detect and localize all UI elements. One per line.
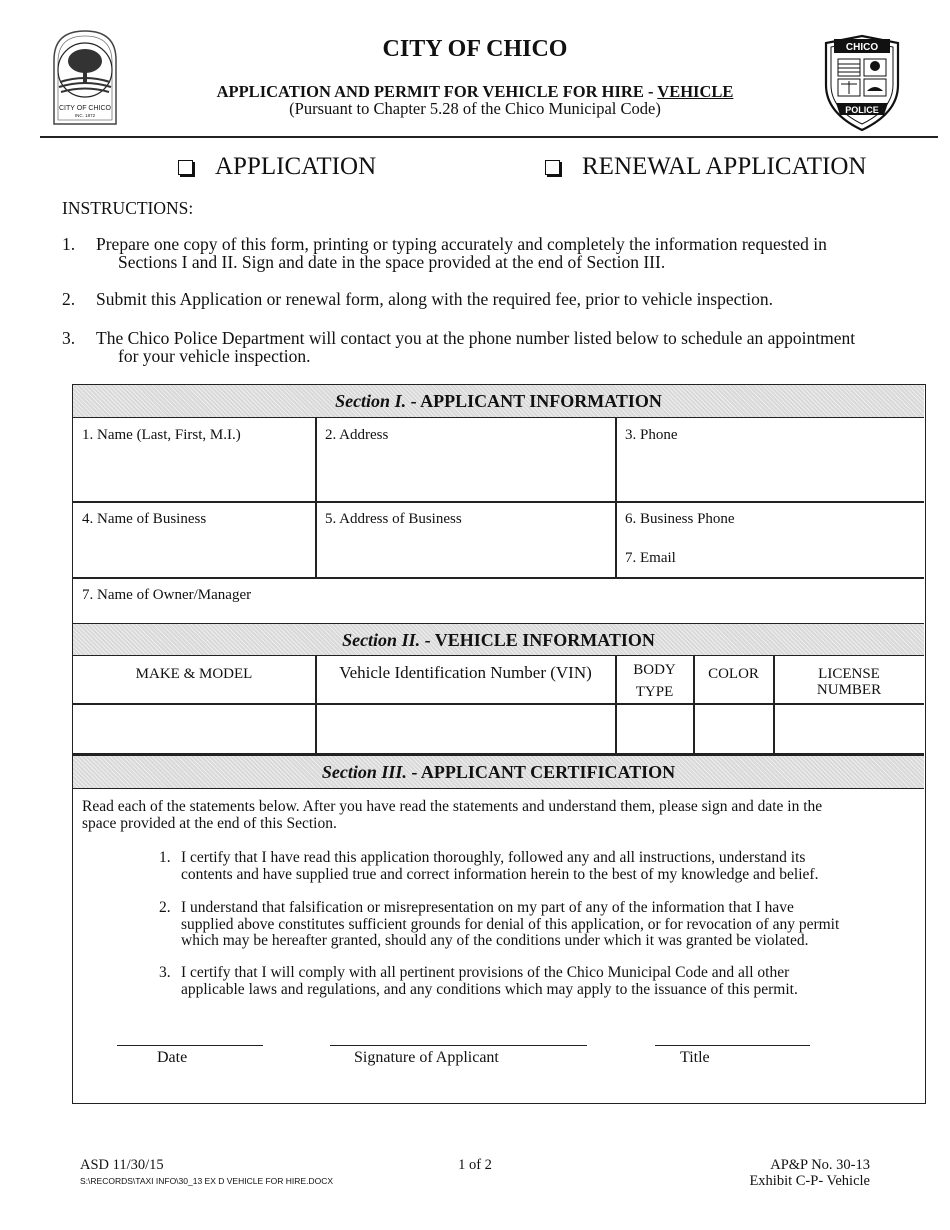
permit-form: [72, 384, 926, 1104]
section2-heading: [73, 623, 924, 656]
certification-intro: [82, 798, 917, 832]
body-type-line2: TYPE: [635, 684, 674, 700]
subtitle-main: APPLICATION AND PERMIT FOR VEHICLE FOR HIRE -: [216, 82, 658, 101]
badge-top-text: CHICO: [845, 42, 879, 53]
footer-file-path: S:\RECORDS\TAXI INFO\30_13 EX D VEHICLE FOR HIRE.DOCX: [80, 1176, 334, 1186]
vin-header: Vehicle Identification Number (VIN): [339, 663, 592, 682]
page-number: 1 of 2: [458, 1157, 492, 1173]
row-divider: [73, 577, 924, 579]
row-divider: [73, 501, 924, 503]
section2-heading-italic: Section II.: [342, 630, 421, 650]
section1-heading-italic: Section I.: [335, 391, 407, 411]
section3-heading-italic: Section III.: [321, 762, 407, 782]
name-label: 1. Name (Last, First, M.I.): [82, 427, 241, 443]
renewal-option[interactable]: [545, 153, 867, 181]
statement-number: 1.: [159, 849, 171, 866]
statement-number: 3.: [159, 964, 171, 981]
seal-inc-text: INC. 1872: [74, 113, 96, 118]
intro-line: space provided at the end of this Section.: [82, 815, 337, 832]
signature-label: Signature of Applicant: [354, 1049, 499, 1066]
instruction-number: 3.: [62, 328, 76, 348]
exhibit-label: Exhibit C-P- Vehicle: [749, 1173, 870, 1189]
instruction-text: The Chico Police Department will contact you at the phone number listed below to schedule an appointment: [96, 328, 856, 348]
footer-doc-code: ASD 11/30/15: [80, 1157, 164, 1173]
statement-number: 2.: [159, 899, 171, 916]
ap-number: AP&P No. 30-13: [770, 1157, 870, 1173]
signature-field[interactable]: [330, 1045, 587, 1046]
color-header: COLOR: [708, 666, 759, 682]
col-divider: [773, 656, 775, 754]
col-divider: [693, 656, 695, 754]
badge-bottom-text: POLICE: [845, 105, 879, 115]
make-model-header: MAKE & MODEL: [135, 666, 253, 682]
license-line2: NUMBER: [816, 682, 882, 698]
body-type-header: [616, 659, 693, 703]
statement-line: contents and have supplied true and correct information herein to the best of my knowledge and belief.: [181, 865, 819, 883]
renewal-checkbox[interactable]: [545, 160, 560, 175]
statement-line: I certify that I will comply with all pertinent provisions of the Chico Municipal Code and all other: [181, 964, 790, 981]
phone-label: 3. Phone: [625, 427, 678, 443]
instructions-heading: INSTRUCTIONS:: [62, 198, 194, 218]
instruction-text-cont: Sections I and II. Sign and date in the space provided at the end of Section III.: [118, 252, 666, 272]
col-divider: [615, 656, 617, 754]
title-label: Title: [680, 1049, 710, 1066]
email-label: 7. Email: [625, 550, 676, 566]
form-code-note: (Pursuant to Chapter 5.28 of the Chico Municipal Code): [289, 99, 661, 118]
date-field[interactable]: [117, 1045, 263, 1046]
license-line1: LICENSE: [818, 666, 880, 682]
title-field[interactable]: [655, 1045, 810, 1046]
instruction-text: Submit this Application or renewal form, along with the required fee, prior to vehicle inspection.: [96, 289, 773, 309]
statement-line: which may be hereafter granted, should any of the conditions under which it was granted be violated.: [181, 932, 809, 949]
footer-reference: [600, 1157, 870, 1189]
business-address-label: 5. Address of Business: [325, 511, 462, 527]
business-phone-label: 6. Business Phone: [625, 511, 735, 527]
subtitle-underlined: VEHICLE: [657, 82, 734, 101]
body-type-line1: BODY: [633, 662, 676, 678]
renewal-option-label: RENEWAL APPLICATION: [582, 153, 867, 180]
seal-city-text: CITY OF CHICO: [59, 105, 111, 112]
col-divider: [615, 418, 617, 578]
col-divider: [315, 418, 317, 578]
section1-heading-text: - APPLICANT INFORMATION: [406, 391, 662, 411]
col-divider: [315, 656, 317, 754]
application-option[interactable]: [178, 153, 376, 181]
instruction-number: 2.: [62, 289, 76, 309]
business-name-label: 4. Name of Business: [82, 511, 207, 527]
page-title: CITY OF CHICO: [382, 36, 568, 62]
instruction-text: Prepare one copy of this form, printing or typing accurately and completely the information requested in: [96, 234, 827, 254]
statement-line: I understand that falsification or misrepresentation on my part of any of the information that I have: [181, 899, 794, 916]
intro-line: Read each of the statements below. After you have read the statements and understand them, please sign and date in the: [82, 798, 823, 815]
section3-heading-text: - APPLICANT CERTIFICATION: [406, 762, 676, 782]
section2-heading-text: - VEHICLE INFORMATION: [420, 630, 655, 650]
row-divider: [73, 703, 924, 705]
statement-line: applicable laws and regulations, and any conditions which may apply to the issuance of this permit.: [181, 980, 798, 998]
address-label: 2. Address: [325, 427, 389, 443]
owner-label: 7. Name of Owner/Manager: [82, 587, 252, 603]
date-label: Date: [157, 1049, 188, 1066]
police-badge-logo: [820, 33, 904, 133]
statement-line: I certify that I have read this application thoroughly, followed any and all instructions, understand its: [181, 849, 806, 866]
section1-heading: [73, 385, 924, 418]
section3-heading: [73, 756, 924, 789]
header-divider: [40, 136, 938, 138]
statement-line: supplied above constitutes sufficient grounds for denial of this application, or for revocation of any permit: [181, 915, 840, 933]
instruction-text-cont: for your vehicle inspection.: [118, 346, 311, 366]
application-option-label: APPLICATION: [215, 153, 377, 180]
application-checkbox[interactable]: [178, 160, 193, 175]
instruction-number: 1.: [62, 234, 76, 254]
license-number-header: [774, 666, 924, 698]
